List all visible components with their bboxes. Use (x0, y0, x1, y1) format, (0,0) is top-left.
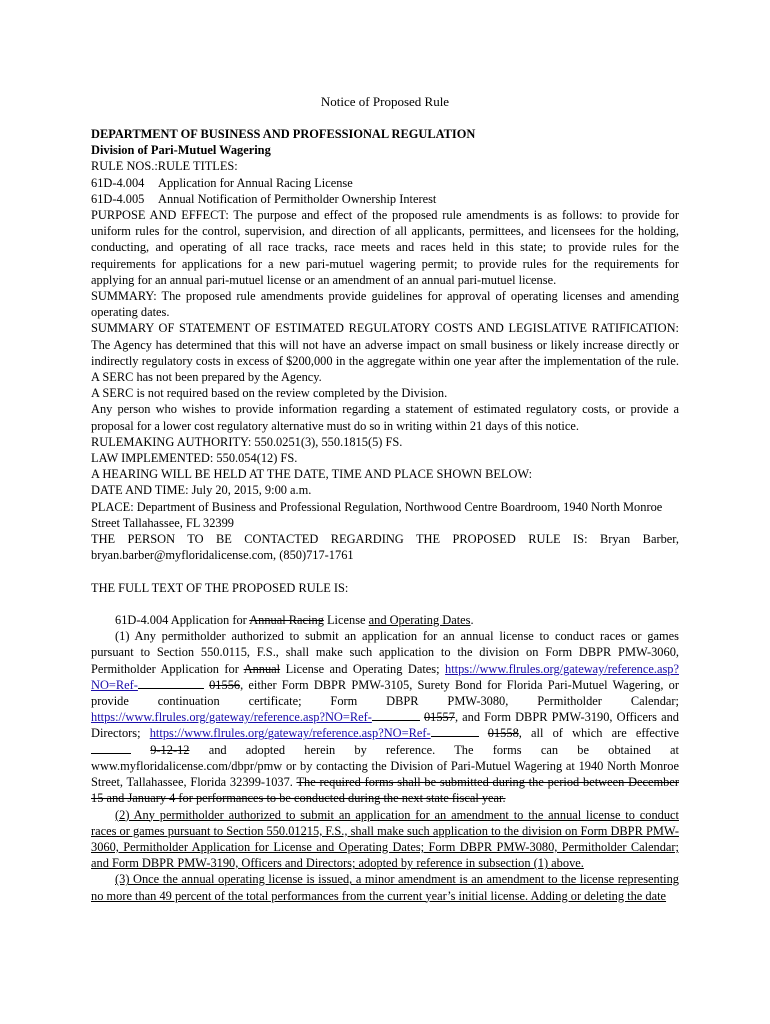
reference-link[interactable]: https://www.flrules.org/gateway/reference.asp?NO=Ref- (91, 661, 679, 692)
struck-text: 01558 (487, 726, 519, 741)
department-heading: DEPARTMENT OF BUSINESS AND PROFESSIONAL REGULATION (91, 127, 476, 141)
hearing-place: PLACE: Department of Business and Professional Regulation, Northwood Centre Boardroom, 1940 North Monroe Street Tallahassee, FL 32399 (91, 499, 663, 530)
rule-title: Application for Annual Racing License (158, 175, 353, 190)
rule-text-heading: 61D-4.004 Application for Annual Racing License and Operating Dates. (115, 613, 474, 628)
struck-text: Annual (243, 661, 281, 676)
reference-link[interactable]: https://www.flrules.org/gateway/reference.asp?NO=Ref- (91, 710, 372, 725)
struck-text: 01557 (423, 710, 455, 725)
rule-line (91, 175, 679, 191)
serc-not-required: A SERC is not required based on the review completed by the Division. (91, 386, 448, 401)
struck-text: 9-12-12 (150, 742, 190, 757)
rulemaking-authority: RULEMAKING AUTHORITY: 550.0251(3), 550.1815(5) FS. (91, 434, 403, 449)
rule-paragraph-2 (91, 807, 679, 872)
document-body (91, 126, 679, 904)
inserted-text: (2) Any permitholder authorized to submit an application for an amendment to the annual license to conduct races or games pursuant to Section 550.01215, F.S., shall make such application to the division on Form DBPR PMW-3060, Permitholder Application for License and Operating Dates; Form DBPR PMW-3080, Permitholder Calendar; and Form DBPR PMW-3190, Officers and Directors; adopted by reference in subsection (1) above. (91, 807, 679, 871)
inserted-text: and Operating Dates (368, 613, 471, 628)
summary: SUMMARY: The proposed rule amendments provide guidelines for approval of operating licenses and amending operating dates. (91, 289, 679, 320)
law-implemented: LAW IMPLEMENTED: 550.054(12) FS. (91, 451, 298, 466)
struck-text: 01556 (209, 677, 241, 692)
page-title: Notice of Proposed Rule (320, 94, 450, 109)
reference-link[interactable]: https://www.flrules.org/gateway/reference.asp?NO=Ref- (149, 726, 431, 741)
division-heading: Division of Pari-Mutuel Wagering (91, 143, 271, 158)
contact-person: THE PERSON TO BE CONTACTED REGARDING THE PROPOSED RULE IS: Bryan Barber, bryan.barber@myfloridalicense.com, (850)717-1761 (91, 532, 679, 563)
hearing-notice: A HEARING WILL BE HELD AT THE DATE, TIME AND PLACE SHOWN BELOW: (91, 467, 533, 482)
rule-paragraph-1: (1) Any permitholder authorized to submit an application for an annual license to conduct races or games pursuant to Section 550.0115, F.S., shall make such application to the division on Form DBPR PMW-3060, Permitholder Application for Annual License and Operating Dates; https://www.flrules.org/gateway/reference.asp?NO=Ref- 01556, either Form DBPR PMW-3105, Surety Bond for Florida Pari-Mutuel Wagering, or provide continuation certificate; Form DBPR PMW-3080, Permitholder Calendar; https://www.flrules.org/gateway/reference.asp?NO=Ref- 01557, and Form DBPR PMW-3190, Officers and Directors; https://www.flrules.org/gateway/reference.asp?NO=Ref- 01558, all of which are effective 9-12-12 and adopted herein by reference. The forms can be obtained at www.myfloridalicense.com/dbpr/pmw or by contacting the Division of Pari-Mutuel Wagering at 1940 North Monroe Street, Tallahassee, Florida 32399-1037. The required forms shall be submitted during the period between December 15 and January 4 for performances to be conducted during the next state fiscal year. (91, 629, 680, 806)
rule-number: 61D-4.004 (91, 175, 145, 190)
purpose-and-effect: PURPOSE AND EFFECT: The purpose and effect of the proposed rule amendments is as follows: to provide for uniform rules for the control, supervision, and direction of all applicants, permittees, and licensees for the holding, conducting, and operating of all race tracks, race meets and races held in this state; to provide rules for the requirements for applications for a new pari-mutuel wagering permit; to provide rules for the requirements for applying for an annual pari-mutuel license or an amendment of an annual pari-mutuel license. (91, 208, 679, 287)
inserted-text: (3) Once the annual operating license is issued, a minor amendment is an amendment to the license representing no more than 49 percent of the total performances from the current year’s initial license. Adding or deleting the date (91, 872, 679, 903)
date-and-time: DATE AND TIME: July 20, 2015, 9:00 a.m. (91, 483, 312, 498)
rule-number: 61D-4.005 (91, 191, 145, 206)
rule-line (91, 191, 679, 207)
rule-nos-heading: RULE NOS.:RULE TITLES: (91, 159, 238, 174)
rule-title: Annual Notification of Permitholder Ownership Interest (158, 191, 437, 206)
struck-text: Annual Racing (249, 613, 324, 628)
rule-paragraph-3 (91, 871, 679, 903)
serc-statement: SUMMARY OF STATEMENT OF ESTIMATED REGULATORY COSTS AND LEGISLATIVE RATIFICATION: The Agency has determined that this will not have an adverse impact on small business or likely increase directly or indirectly regulatory costs in excess of $200,000 in the aggregate within one year after the implementation of the rule. A SERC has not been prepared by the Agency. (91, 321, 679, 385)
any-person-notice: Any person who wishes to provide information regarding a statement of estimated regulatory costs, or provide a proposal for a lower cost regulatory alternative must do so in writing within 21 days of this notice. (91, 402, 679, 433)
struck-text: The required forms shall be submitted during the period between December 15 and January 4 for performances to be conducted during the next state fiscal year. (91, 775, 679, 806)
full-text-heading: THE FULL TEXT OF THE PROPOSED RULE IS: (91, 580, 349, 595)
